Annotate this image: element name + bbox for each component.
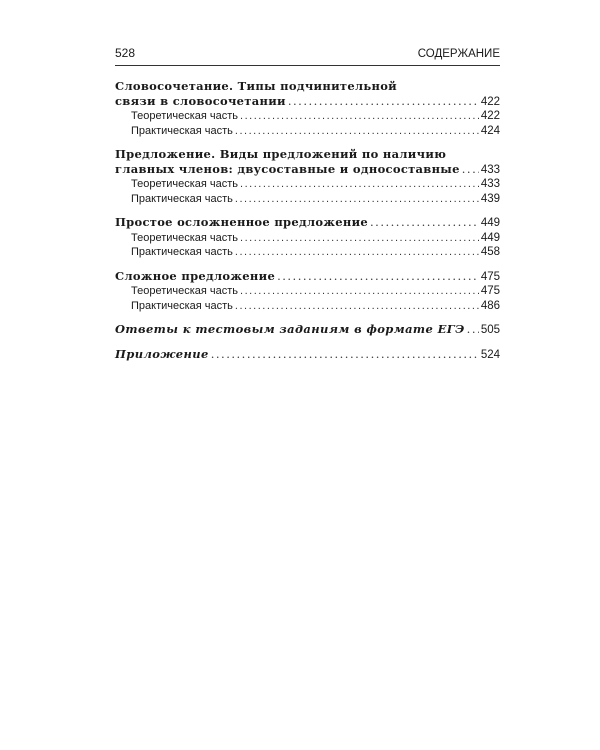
dot-leader xyxy=(240,177,479,192)
toc-section-answers xyxy=(115,322,500,338)
toc-entry[interactable] xyxy=(115,94,500,110)
toc-entry[interactable] xyxy=(115,162,500,178)
toc-page-number: 505 xyxy=(480,324,500,336)
toc-subentry[interactable] xyxy=(115,124,500,139)
toc-subentry-label: Практическая часть xyxy=(131,124,233,137)
toc-section-complicated-simple xyxy=(115,215,500,260)
dot-leader xyxy=(370,215,479,230)
toc-subentry[interactable] xyxy=(115,299,500,314)
dot-leader xyxy=(277,269,479,284)
dot-leader xyxy=(235,192,479,207)
dot-leader xyxy=(235,245,479,260)
toc-section-title-line2: главных членов: двусоставные и односоставные xyxy=(115,161,460,176)
toc-subentry-label: Практическая часть xyxy=(131,299,233,312)
toc-entry[interactable] xyxy=(115,215,500,231)
dot-leader xyxy=(462,162,479,177)
toc-page-number: 475 xyxy=(480,270,500,283)
toc-entry[interactable] xyxy=(115,322,500,338)
toc-section-title-line1: Словосочетание. Типы подчинительной xyxy=(115,79,398,93)
toc-section-title-line1: Предложение. Виды предложений по наличию xyxy=(115,147,447,161)
toc-subentry-label: Теоретическая часть xyxy=(131,178,239,190)
dot-leader xyxy=(467,322,479,337)
dot-leader xyxy=(240,109,479,124)
toc-section-appendix xyxy=(115,347,500,363)
page-number: 528 xyxy=(115,46,136,60)
toc-subentry[interactable] xyxy=(115,245,500,260)
toc-page-number: 422 xyxy=(480,95,500,108)
toc-page-number: 458 xyxy=(480,246,500,258)
toc-subentry-label: Теоретическая часть xyxy=(131,110,239,122)
toc-section-title: Простое осложненное предложение xyxy=(115,215,369,229)
toc-section-title: Сложное предложение xyxy=(115,268,276,283)
toc-page-number: 433 xyxy=(480,178,500,190)
toc-subentry[interactable] xyxy=(115,192,500,207)
toc-page-number: 524 xyxy=(480,348,500,361)
toc-subentry[interactable] xyxy=(115,284,500,299)
toc-section-sentence xyxy=(115,147,500,206)
dot-leader xyxy=(240,284,479,299)
toc-subentry[interactable] xyxy=(115,231,500,246)
toc-entry[interactable] xyxy=(115,269,500,285)
dot-leader xyxy=(288,94,479,109)
dot-leader xyxy=(235,299,479,314)
book-page xyxy=(115,46,500,371)
toc-subentry[interactable] xyxy=(115,177,500,192)
toc-subentry-label: Теоретическая часть xyxy=(131,231,239,244)
toc-page-number: 422 xyxy=(480,110,500,122)
dot-leader xyxy=(211,347,479,362)
toc-page-number: 486 xyxy=(480,299,500,312)
running-title: СОДЕРЖАНИЕ xyxy=(417,48,500,60)
toc-entry[interactable] xyxy=(115,347,500,363)
toc-page-number: 449 xyxy=(480,217,500,229)
toc-page-number: 424 xyxy=(480,124,500,137)
toc-section-title-line2: связи в словосочетании xyxy=(115,93,286,108)
toc-subentry[interactable] xyxy=(115,109,500,124)
toc-page-number: 433 xyxy=(480,163,500,176)
toc-page-number: 449 xyxy=(480,231,500,244)
toc-page-number: 439 xyxy=(480,192,500,205)
toc-section-title: Ответы к тестовым заданиям в формате ЕГЭ xyxy=(115,322,465,336)
dot-leader xyxy=(240,231,479,246)
toc-page-number: 475 xyxy=(480,285,500,297)
toc-subentry-label: Практическая часть xyxy=(131,246,233,258)
table-of-contents xyxy=(115,79,500,362)
toc-section-complex xyxy=(115,269,500,314)
toc-subentry-label: Теоретическая часть xyxy=(131,285,239,297)
toc-section-phrase xyxy=(115,79,500,138)
toc-section-title: Приложение xyxy=(115,346,209,361)
page-header xyxy=(115,46,500,66)
dot-leader xyxy=(235,124,479,139)
toc-subentry-label: Практическая часть xyxy=(131,192,233,205)
